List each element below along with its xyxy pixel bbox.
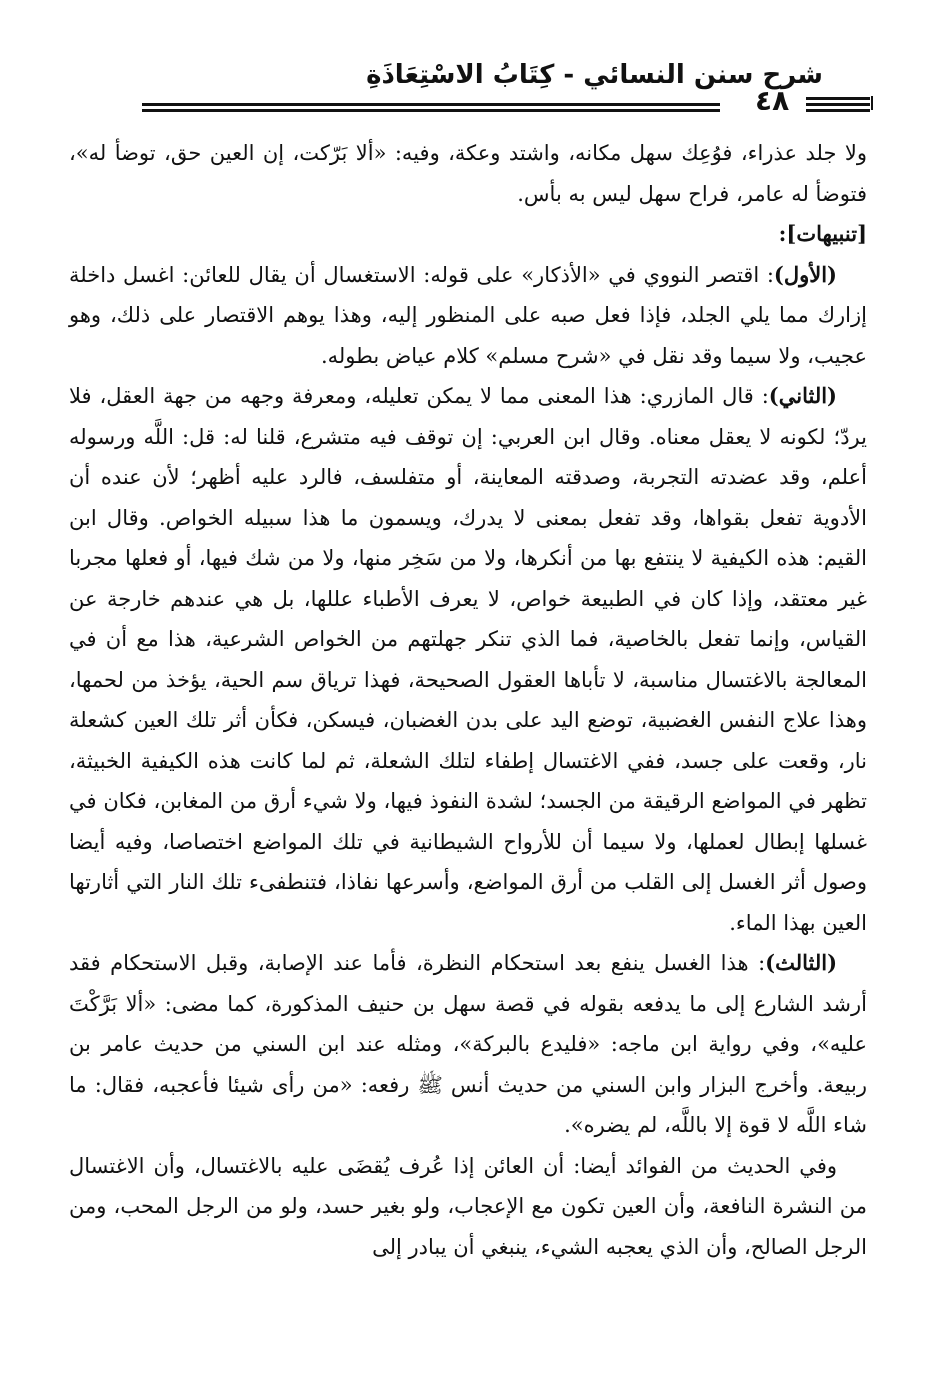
section-heading: [تنبيهات]: (778, 221, 867, 246)
page-number: ٤٨ (755, 84, 790, 117)
paragraph-second-note (69, 376, 867, 943)
page-body (69, 133, 867, 1267)
header-tick-mark (871, 96, 873, 110)
paragraph-benefits: وفي الحديث من الفوائد أيضا: أن العائن إذا عُرف يُقضَى عليه بالاغتسال، وأن الاغتسال من النشرة النافعة، وأن العين تكون مع الإعجاب، ولو بغير حسد، ولو من الرجل المحب، ومن الرجل الصالح، وأن الذي يعجبه الشيء، ينبغي أن يبادر إلى (69, 1153, 867, 1259)
paragraph-1: ولا جلد عذراء، فوُعِك سهل مكانه، واشتد وعكة، وفيه: «ألا بَرّكت، إن العين حق، توضأ له»، فتوضأ له عامر، فراح سهل ليس به بأس. (69, 141, 867, 206)
header-rule-short-1 (806, 97, 870, 100)
note-label-first: (الأول) (773, 261, 837, 287)
paragraph-first-note (69, 255, 867, 377)
note-label-second: (الثاني) (768, 383, 837, 408)
note-text-third: : هذا الغسل ينفع بعد استحكام النظرة، فأما عند الإصابة، وقبل الاستحكام فقد أرشد الشارع إلى ما يدفعه بقوله في قصة سهل بن حنيف المذكورة، كما مضى: «ألا بَرَّكْتَ عليه»، وفي رواية ابن ماجه: «فليدع بالبركة»، ومثله عند ابن السني من حديث عامر بن ربيعة. وأخرج البزار وابن السني من حديث أنس ﷺ رفعه: «من رأى شيئا فأعجبه، فقال: ما شاء اللَّه لا قوة إلا باللَّه، لم يضره». (69, 951, 867, 1137)
header-rule-short-2 (806, 103, 870, 106)
paragraph-third-note (69, 943, 867, 1146)
note-label-third: (الثالث) (765, 950, 837, 975)
note-text-second: : قال المازري: هذا المعنى مما لا يمكن تعليله، ومعرفة وجهه من جهة العقل، فلا يردّ؛ لكونه لا يعقل معناه. وقال ابن العربي: إن توقف فيه متشرع، قلنا له: قل: اللَّه ورسوله أعلم، وقد عضدته التجربة، وصدقته المعاينة، أو متفلسف، فالرد عليه أظهر؛ لأن عنده أن الأدوية تفعل بقواها، وقد تفعل بمعنى لا يدرك، ويسمون ما هذا سبيله الخواص. وقال ابن القيم: هذه الكيفية لا ينتفع بها من أنكرها، ولا من سَخِر منها، ولا من شك فيها، أو فعلها مجربا غير معتقد، وإذا كان في الطبيعة خواص، لا يعرف الأطباء عللها، بل هي عندهم خارجة عن القياس، وإنما تفعل بالخاصية، فما الذي تنكر جهلتهم من الخواص الشرعية، هذا مع أن في المعالجة بالاغتسال مناسبة، لا تأباها العقول الصحيحة، فهذا ترياق سم الحية، يؤخذ من لحمها، وهذا علاج النفس الغضبية، توضع اليد على بدن الغضبان، فيسكن، فكأن أثر تلك العين كشعلة نار، وقعت على جسد، ففي الاغتسال إطفاء لتلك الشعلة، ثم لما كانت هذه الكيفية الخبيثة، تظهر في المواضع الرقيقة من الجسد؛ لشدة النفوذ فيها، ولا شيء أرق من المغابن، فكان في غسلها إبطال لعملها، ولا سيما أن للأرواح الشيطانية في تلك المواضع اختصاصا، وفيه أيضا وصول أثر الغسل إلى القلب من أرق المواضع، وأسرعها نفاذا، فتنطفىء تلك النار التي أثارتها العين بهذا الماء. (69, 384, 868, 935)
header-rule-top (142, 103, 720, 106)
running-title: شرح سنن النسائي - كِتَابُ الاسْتِعَاذَةِ (366, 60, 823, 90)
note-text-first: : اقتصر النووي في «الأذكار» على قوله: الاستغسال أن يقال للعائن: اغسل داخلة إزارك مما يلي الجلد، فإذا فعل صبه على المنظور إليه، وهذا يوهم الاقتصار على ذلك، وهو عجيب، ولا سيما وقد نقل في «شرح مسلم» كلام عياض بطوله. (69, 262, 867, 368)
header-rule-bottom (142, 109, 720, 112)
header-rule-short-3 (806, 109, 870, 112)
